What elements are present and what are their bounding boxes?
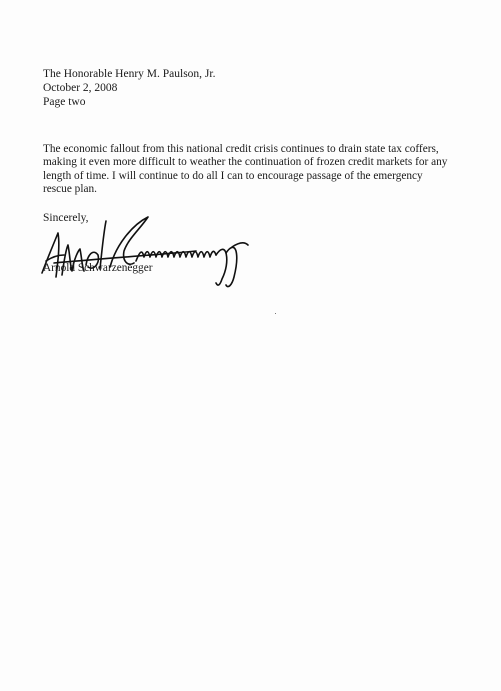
letter-header [43, 67, 215, 109]
scan-speck [275, 313, 276, 314]
closing-salutation: Sincerely, [43, 212, 89, 224]
body-line: length of time. I will continue to do all I can to encourage passage of the emergency [43, 169, 423, 182]
handwritten-signature [36, 205, 256, 295]
page-number-line: Page two [43, 96, 86, 108]
body-line: The economic fallout from this national credit crisis continues to drain state tax coffers, [43, 143, 439, 155]
body-line: making it even more difficult to weather the continuation of frozen credit markets for any [43, 156, 448, 169]
body-line: rescue plan. [43, 182, 97, 195]
signer-name: Arnold Schwarzenegger [43, 262, 153, 274]
letter-body [43, 143, 463, 196]
date-line: October 2, 2008 [43, 82, 118, 94]
recipient-line: The Honorable Henry M. Paulson, Jr. [43, 68, 216, 80]
